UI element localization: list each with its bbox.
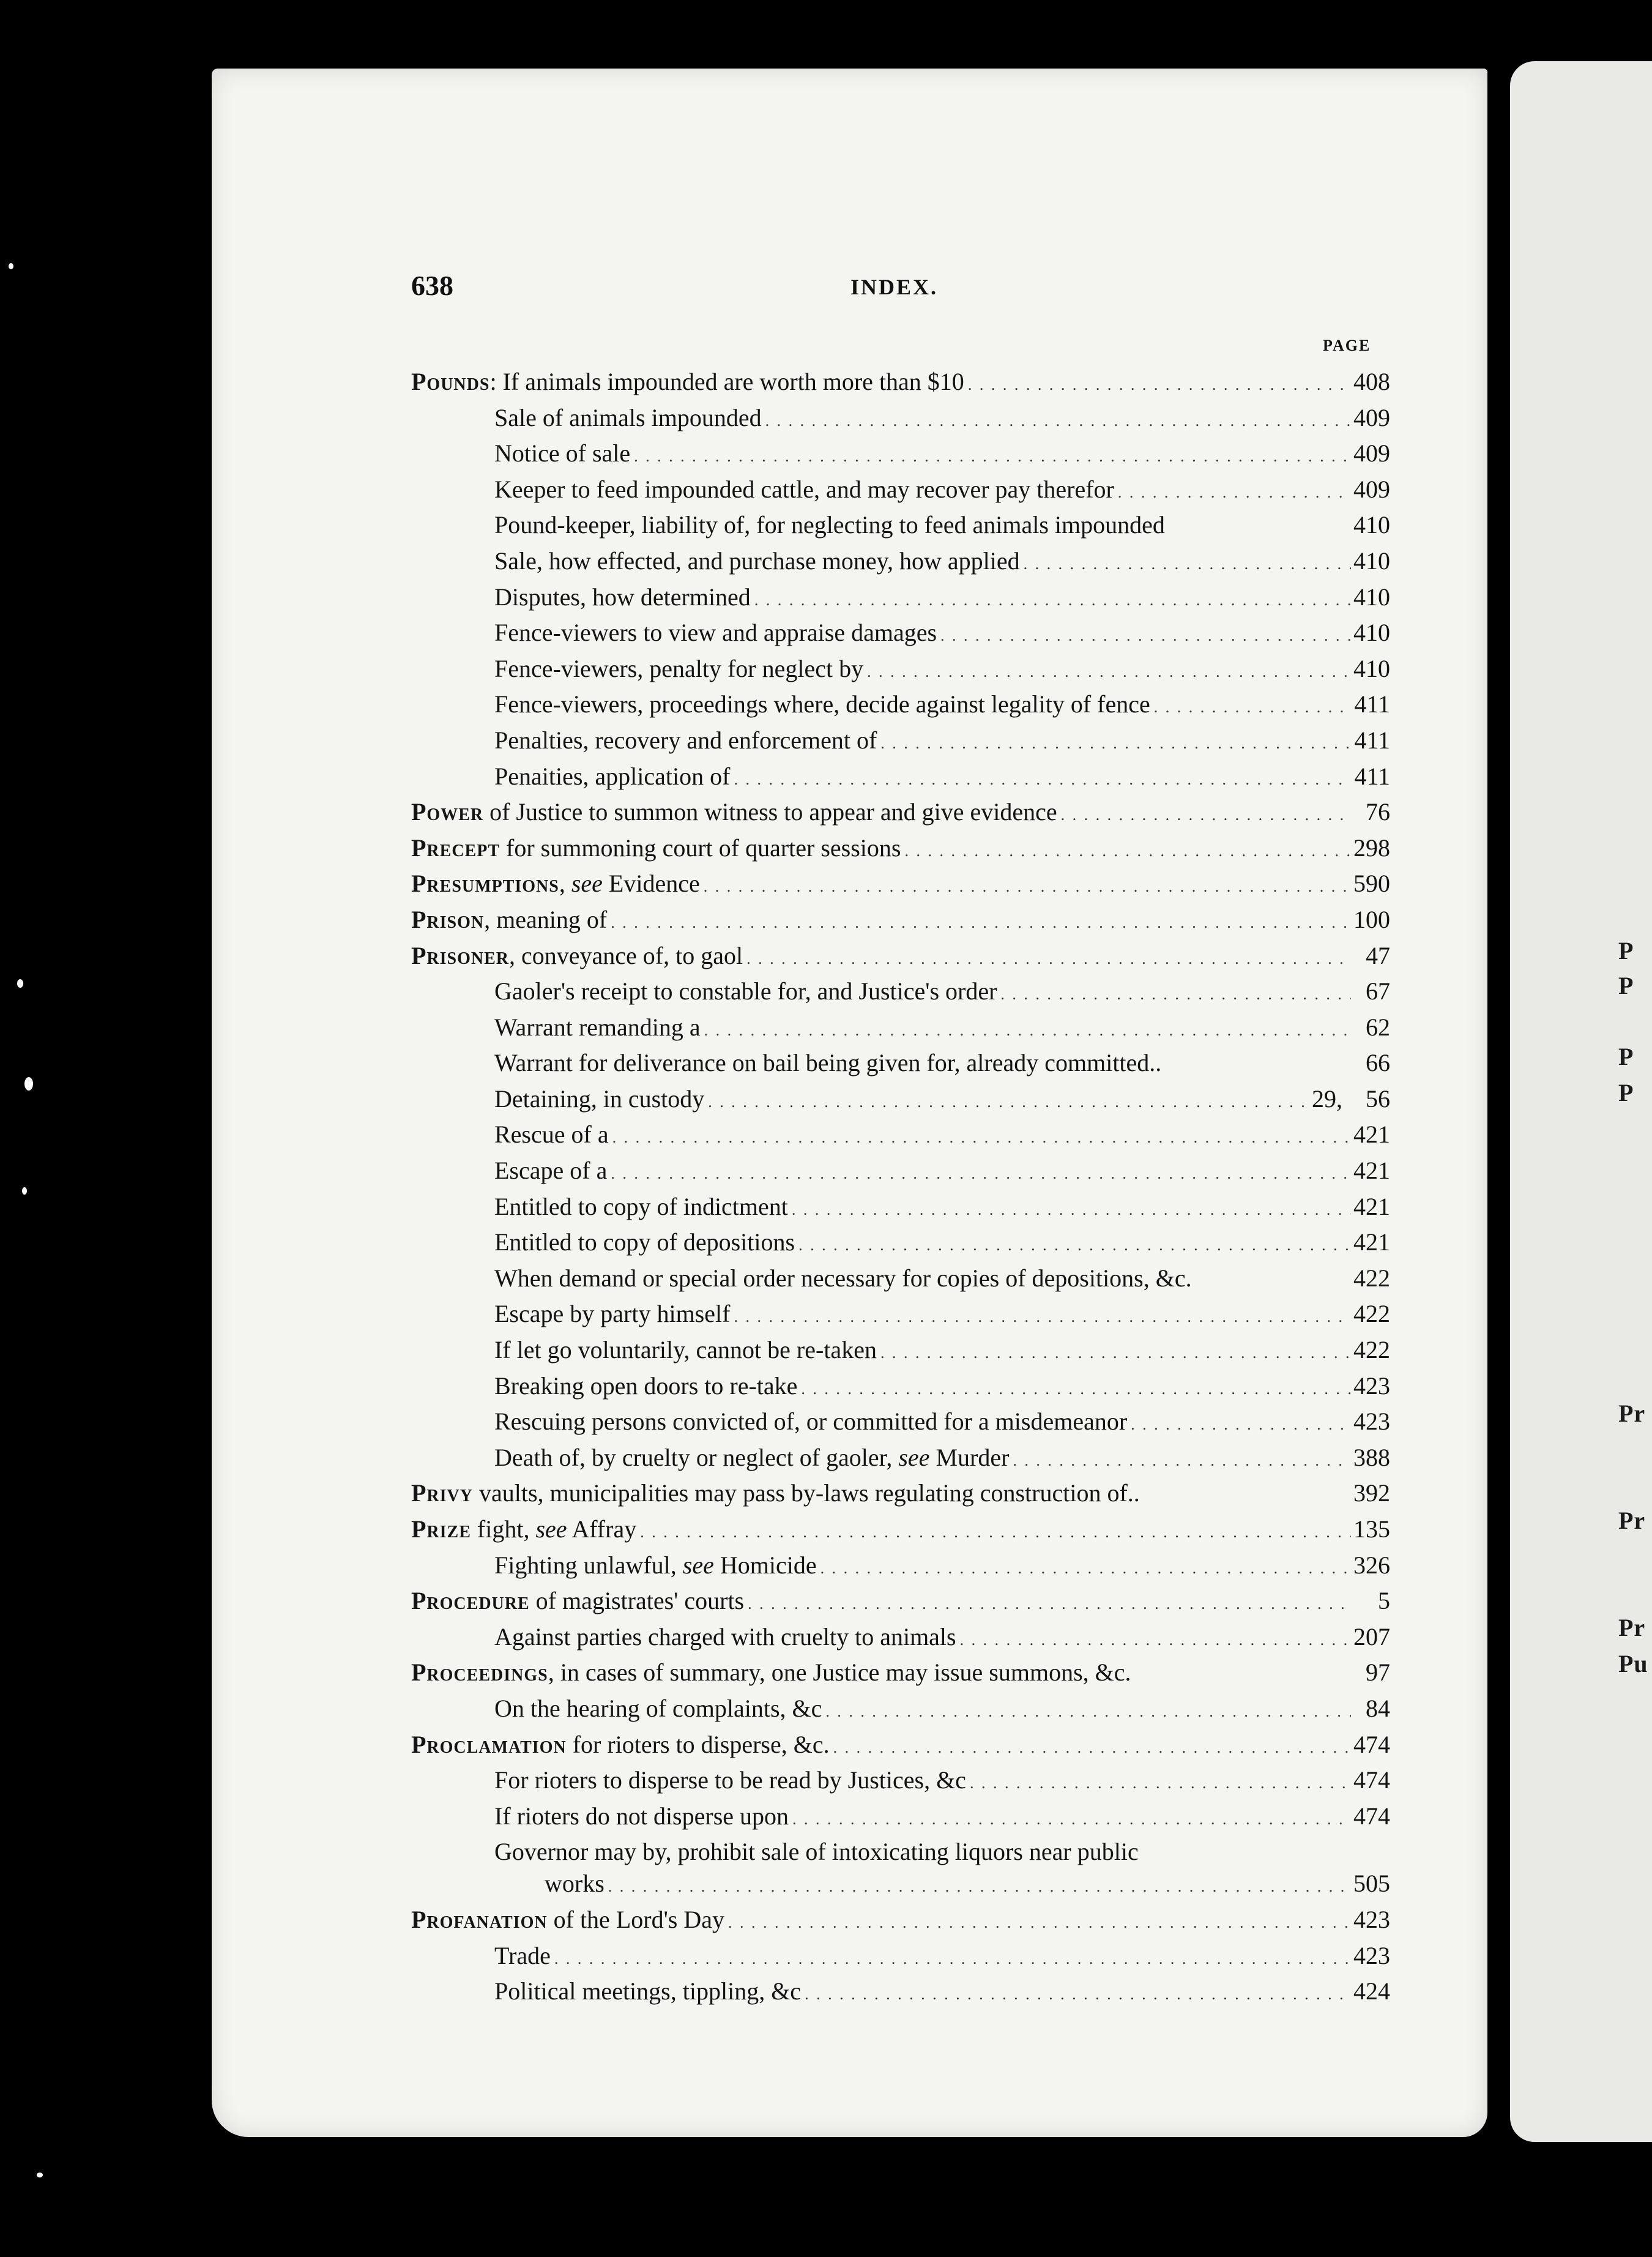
entry-description: Disputes, how determined (494, 583, 751, 611)
dot-leader (754, 583, 1351, 611)
entry-text (494, 1622, 956, 1651)
entry-description: Notice of sale (494, 439, 631, 468)
entry-text (494, 1084, 704, 1113)
entry-text (411, 869, 700, 898)
dot-leader (704, 869, 1351, 898)
dot-leader (880, 1335, 1351, 1364)
index-entry (411, 1120, 1390, 1156)
dot-leader (820, 1551, 1351, 1580)
page-reference: 100 (1353, 905, 1390, 933)
dot-leader (611, 905, 1351, 934)
index-entry (411, 1299, 1390, 1335)
page-reference: 76 (1366, 798, 1390, 826)
entry-heading: Precept (411, 834, 500, 862)
entry-description: When demand or special order necessary for copies of depositions, &c. (494, 1264, 1192, 1292)
entry-text (494, 690, 1150, 718)
dot-leader (792, 1802, 1351, 1830)
facing-page-letter: P (1618, 1079, 1634, 1106)
entry-description: for rioters to disperse, &c. (566, 1730, 830, 1758)
page-reference: 423 (1353, 1905, 1390, 1933)
index-entry (411, 1658, 1390, 1694)
entry-text (494, 654, 863, 683)
index-entry (411, 1335, 1390, 1371)
dot-leader (608, 1869, 1351, 1898)
dot-leader (904, 834, 1351, 862)
entry-description: Trade (494, 1941, 551, 1969)
entry-text (494, 475, 1114, 504)
dot-leader (748, 1586, 1351, 1615)
entry-description: : If animals impounded are worth more than $10 (489, 368, 964, 395)
page-reference: 421 (1353, 1228, 1390, 1256)
index-entry (411, 797, 1390, 834)
dot-leader (968, 367, 1351, 396)
cross-reference-target: Affray (567, 1515, 637, 1543)
entry-text (411, 1586, 744, 1615)
cross-reference-see: see (898, 1443, 930, 1471)
dot-leader (940, 618, 1351, 647)
entry-text (411, 1479, 1140, 1507)
extra-page-reference: 29, (1312, 1084, 1342, 1113)
page-reference: 5 (1378, 1587, 1390, 1615)
entry-text (494, 977, 997, 1005)
entry-description: Rescue of a (494, 1121, 609, 1149)
page-reference: 421 (1353, 1157, 1390, 1185)
index-entry (411, 1443, 1390, 1479)
entry-text (494, 726, 877, 755)
index-entry (411, 726, 1390, 762)
entry-description: of magistrates' courts (529, 1587, 745, 1615)
entry-text (494, 547, 1020, 575)
entry-heading: Prison (411, 905, 485, 933)
entry-description: Against parties charged with cruelty to animals (494, 1622, 956, 1651)
entry-description: Fighting unlawful, (494, 1551, 683, 1579)
entry-description: , meaning of (484, 905, 608, 933)
page-reference: 505 (1353, 1870, 1390, 1898)
entry-description: of the Lord's Day (547, 1905, 724, 1933)
entry-description: Detaining, in custody (494, 1084, 705, 1113)
index-entry (411, 583, 1390, 619)
entry-text (494, 1192, 788, 1221)
page-reference: 422 (1353, 1336, 1390, 1364)
dot-leader (801, 1371, 1351, 1400)
index-entry (411, 547, 1390, 583)
entry-text (494, 1766, 966, 1794)
index-entry (411, 1622, 1390, 1658)
entry-text (411, 941, 743, 970)
dot-leader (880, 726, 1351, 755)
scan-speck (37, 2173, 43, 2177)
index-entry (411, 1479, 1390, 1515)
index-entry (411, 1192, 1390, 1228)
entry-heading: Privy (411, 1479, 473, 1507)
index-entry (411, 762, 1390, 798)
index-entry (411, 1013, 1390, 1049)
dot-leader (792, 1192, 1351, 1221)
entry-text (411, 367, 964, 396)
page-reference: 388 (1353, 1443, 1390, 1471)
entry-description: of Justice to summon witness to appear and give evidence (483, 798, 1057, 826)
dot-leader (704, 1013, 1351, 1042)
index-entry (411, 510, 1390, 547)
index-entry (411, 367, 1390, 403)
page-reference: 423 (1353, 1941, 1390, 1969)
dot-leader (734, 1299, 1351, 1328)
index-entries (411, 367, 1390, 2013)
index-entry (411, 1802, 1390, 1838)
index-entry (411, 1084, 1390, 1121)
index-entry (411, 1228, 1390, 1264)
entry-text (494, 1335, 877, 1364)
entry-description: Gaoler's receipt to constable for, and Justice's order (494, 977, 997, 1005)
page-reference: 84 (1366, 1694, 1390, 1722)
cross-reference-target: Evidence (602, 870, 700, 898)
entry-heading: Profanation (411, 1905, 548, 1933)
page-reference: 62 (1366, 1013, 1390, 1041)
page-reference: 135 (1353, 1515, 1390, 1543)
page-reference: 66 (1366, 1049, 1390, 1077)
page-reference: 410 (1353, 619, 1390, 647)
entry-text (494, 510, 1165, 539)
dot-leader (734, 762, 1351, 791)
dot-leader (634, 439, 1351, 468)
index-entry (411, 869, 1390, 905)
entry-text (411, 905, 607, 934)
entry-description: , conveyance of, to gaol (509, 941, 743, 969)
index-entry (411, 1730, 1390, 1766)
facing-page-letter: Pu (1618, 1650, 1648, 1677)
cross-reference-target: Murder (929, 1443, 1010, 1471)
dot-leader (1154, 690, 1351, 718)
entry-text (494, 1407, 1127, 1436)
index-entry (411, 618, 1390, 654)
dot-leader (554, 1941, 1351, 1970)
entry-text (411, 834, 901, 862)
running-title: INDEX. (850, 275, 939, 299)
dot-leader (825, 1694, 1351, 1723)
index-entry (411, 1048, 1390, 1084)
dot-leader (765, 403, 1351, 432)
entry-text (411, 797, 1057, 826)
page-reference: 409 (1353, 403, 1390, 431)
page-reference: 67 (1366, 977, 1390, 1005)
index-entry (411, 1869, 1390, 1905)
page-number: 638 (411, 270, 453, 301)
entry-text (494, 1694, 822, 1723)
entry-description: Escape by party himself (494, 1300, 731, 1328)
page-reference: 410 (1353, 547, 1390, 575)
dot-leader (1024, 547, 1351, 575)
dot-leader (805, 1977, 1351, 2005)
entry-text (411, 1515, 636, 1543)
entry-description: On the hearing of complaints, &c (494, 1694, 822, 1722)
index-entry (411, 1156, 1390, 1192)
entry-description: Entitled to copy of indictment (494, 1192, 788, 1220)
page-reference: 421 (1353, 1192, 1390, 1220)
entry-description: Breaking open doors to re-take (494, 1371, 798, 1400)
entry-description: Escape of a (494, 1157, 608, 1185)
page-reference: 56 (1366, 1084, 1390, 1113)
cross-reference-see: see (682, 1551, 714, 1579)
entry-text (494, 1228, 795, 1256)
entry-text (545, 1869, 605, 1898)
entry-heading: Prize (411, 1515, 471, 1543)
dot-leader (1000, 977, 1351, 1005)
entry-text (411, 1905, 724, 1934)
index-entry (411, 690, 1390, 726)
entry-description: Rescuing persons convicted of, or committed for a misdemeanor (494, 1408, 1128, 1436)
page-reference: 408 (1353, 368, 1390, 395)
entry-text (494, 1013, 701, 1042)
index-entry (411, 1977, 1390, 2013)
page-reference: 474 (1353, 1766, 1390, 1794)
index-entry (411, 1264, 1390, 1300)
index-entry (411, 1694, 1390, 1730)
facing-page-letter: P (1618, 1043, 1634, 1070)
page-reference: 97 (1366, 1658, 1390, 1687)
entry-heading: Proceedings (411, 1658, 548, 1687)
index-entry (411, 1551, 1390, 1587)
page-reference: 207 (1353, 1622, 1390, 1651)
entry-text (494, 1941, 551, 1970)
index-entry (411, 1837, 1390, 1869)
index-entry (411, 1941, 1390, 1977)
index-entry (411, 1371, 1390, 1408)
dot-leader (970, 1766, 1351, 1794)
scan-speck (22, 1187, 27, 1195)
index-entry (411, 475, 1390, 511)
entry-text (494, 762, 730, 791)
index-entry (411, 1905, 1390, 1941)
page-reference: 298 (1353, 834, 1390, 862)
page-reference: 421 (1353, 1121, 1390, 1149)
entry-description: , (559, 870, 571, 898)
entry-description: Warrant for deliverance on bail being given for, already committed.. (494, 1049, 1162, 1077)
dot-leader (746, 941, 1351, 970)
entry-description: Governor may by, prohibit sale of intoxicating liquors near public (494, 1838, 1139, 1866)
page-reference: 409 (1353, 439, 1390, 468)
entry-text (494, 1371, 797, 1400)
entry-description: Entitled to copy of depositions (494, 1228, 795, 1256)
entry-text (494, 1837, 1139, 1866)
entry-heading: Presumptions (411, 870, 559, 898)
dot-leader (728, 1905, 1351, 1934)
index-entry (411, 977, 1390, 1013)
scan-speck (17, 979, 23, 988)
entry-heading: Pounds (411, 368, 490, 395)
page-reference: 410 (1353, 511, 1390, 539)
dot-leader (1061, 797, 1351, 826)
cross-reference-target: Homicide (713, 1551, 817, 1579)
cross-reference-see: see (571, 870, 603, 898)
entry-description: vaults, municipalities may pass by-laws regulating construction of.. (473, 1479, 1140, 1507)
entry-heading: Proclamation (411, 1730, 567, 1758)
page-reference: 423 (1353, 1371, 1390, 1400)
index-entry (411, 1586, 1390, 1622)
entry-description: If rioters do not disperse upon (494, 1802, 789, 1830)
entry-text (494, 1977, 801, 2005)
page-reference: 424 (1353, 1977, 1390, 2005)
entry-heading: Power (411, 798, 484, 826)
entry-text (494, 1156, 607, 1185)
entry-description: Warrant remanding a (494, 1013, 701, 1041)
index-entry (411, 834, 1390, 870)
entry-description: Death of, by cruelty or neglect of gaoler, (494, 1443, 899, 1471)
page-column-label: PAGE (1323, 337, 1371, 354)
facing-page-letter: Pr (1618, 1507, 1646, 1534)
page-reference: 326 (1353, 1551, 1390, 1579)
entry-description: If let go voluntarily, cannot be re-taken (494, 1336, 877, 1364)
entry-description: Fence-viewers, proceedings where, decide against legality of fence (494, 690, 1150, 718)
entry-text (411, 1658, 1131, 1687)
entry-heading: Prisoner (411, 941, 510, 969)
facing-page-letter: Pr (1618, 1614, 1646, 1641)
page-reference: 590 (1353, 870, 1390, 898)
entry-text (494, 439, 630, 468)
dot-leader (612, 1120, 1351, 1149)
dot-leader (833, 1730, 1351, 1759)
index-entry (411, 1407, 1390, 1443)
facing-page-letter: Pr (1618, 1400, 1646, 1427)
dot-leader (960, 1622, 1351, 1651)
entry-text (494, 1802, 789, 1830)
scan-speck (24, 1077, 33, 1091)
entry-text (411, 1730, 830, 1759)
scan-speck (9, 263, 13, 269)
page-reference: 422 (1353, 1264, 1390, 1292)
entry-text (494, 1120, 609, 1149)
entry-description: Pound-keeper, liability of, for neglecting to feed animals impounded (494, 511, 1165, 539)
dot-leader (1013, 1443, 1351, 1472)
entry-text (494, 1048, 1161, 1077)
index-entry (411, 1766, 1390, 1802)
facing-page-letter: P (1618, 937, 1634, 964)
entry-description: For rioters to disperse to be read by Justices, &c (494, 1766, 966, 1794)
entry-description: Political meetings, tippling, &c (494, 1977, 802, 2005)
index-entry (411, 403, 1390, 439)
entry-description: Fence-viewers to view and appraise damages (494, 619, 937, 647)
entry-description: fight, (471, 1515, 536, 1543)
dot-leader (708, 1084, 1309, 1113)
dot-leader (611, 1156, 1351, 1185)
entry-text (494, 403, 762, 432)
index-entry (411, 654, 1390, 690)
entry-text (494, 1443, 1009, 1472)
entry-text (494, 1551, 817, 1580)
dot-leader (867, 654, 1351, 683)
index-entry (411, 941, 1390, 977)
page-reference: 474 (1353, 1730, 1390, 1758)
entry-description: works (545, 1870, 605, 1898)
dot-leader (798, 1228, 1351, 1256)
page-reference: 422 (1353, 1300, 1390, 1328)
entry-text (494, 1264, 1192, 1293)
page-reference: 411 (1354, 690, 1390, 718)
entry-heading: Procedure (411, 1587, 530, 1615)
entry-description: Keeper to feed impounded cattle, and may recover pay therefor (494, 475, 1114, 503)
page-reference: 423 (1353, 1408, 1390, 1436)
page-reference: 474 (1353, 1802, 1390, 1830)
entry-description: Sale of animals impounded (494, 403, 762, 431)
page-reference: 47 (1366, 941, 1390, 969)
dot-leader (1118, 475, 1351, 504)
cross-reference-see: see (535, 1515, 567, 1543)
page-reference: 410 (1353, 583, 1390, 611)
entry-description: Penalties, recovery and enforcement of (494, 726, 877, 754)
entry-text (494, 583, 751, 611)
facing-page-letter: P (1618, 972, 1634, 999)
entry-description: Penaities, application of (494, 762, 731, 790)
page-reference: 411 (1354, 762, 1390, 790)
dot-leader (1131, 1407, 1351, 1436)
entry-text (494, 1299, 730, 1328)
page-header (411, 269, 1390, 306)
page-reference: 410 (1353, 654, 1390, 682)
page-reference: 409 (1353, 475, 1390, 503)
dot-leader (640, 1515, 1351, 1543)
entry-text (494, 618, 937, 647)
entry-description: Sale, how effected, and purchase money, how applied (494, 547, 1020, 575)
index-entry (411, 1515, 1390, 1551)
page-reference: 411 (1354, 726, 1390, 754)
entry-description: for summoning court of quarter sessions (500, 834, 901, 862)
entry-description: Fence-viewers, penalty for neglect by (494, 654, 864, 682)
index-entry (411, 905, 1390, 941)
index-entry (411, 439, 1390, 475)
page-reference: 392 (1353, 1479, 1390, 1507)
entry-description: , in cases of summary, one Justice may issue summons, &c. (548, 1658, 1131, 1687)
